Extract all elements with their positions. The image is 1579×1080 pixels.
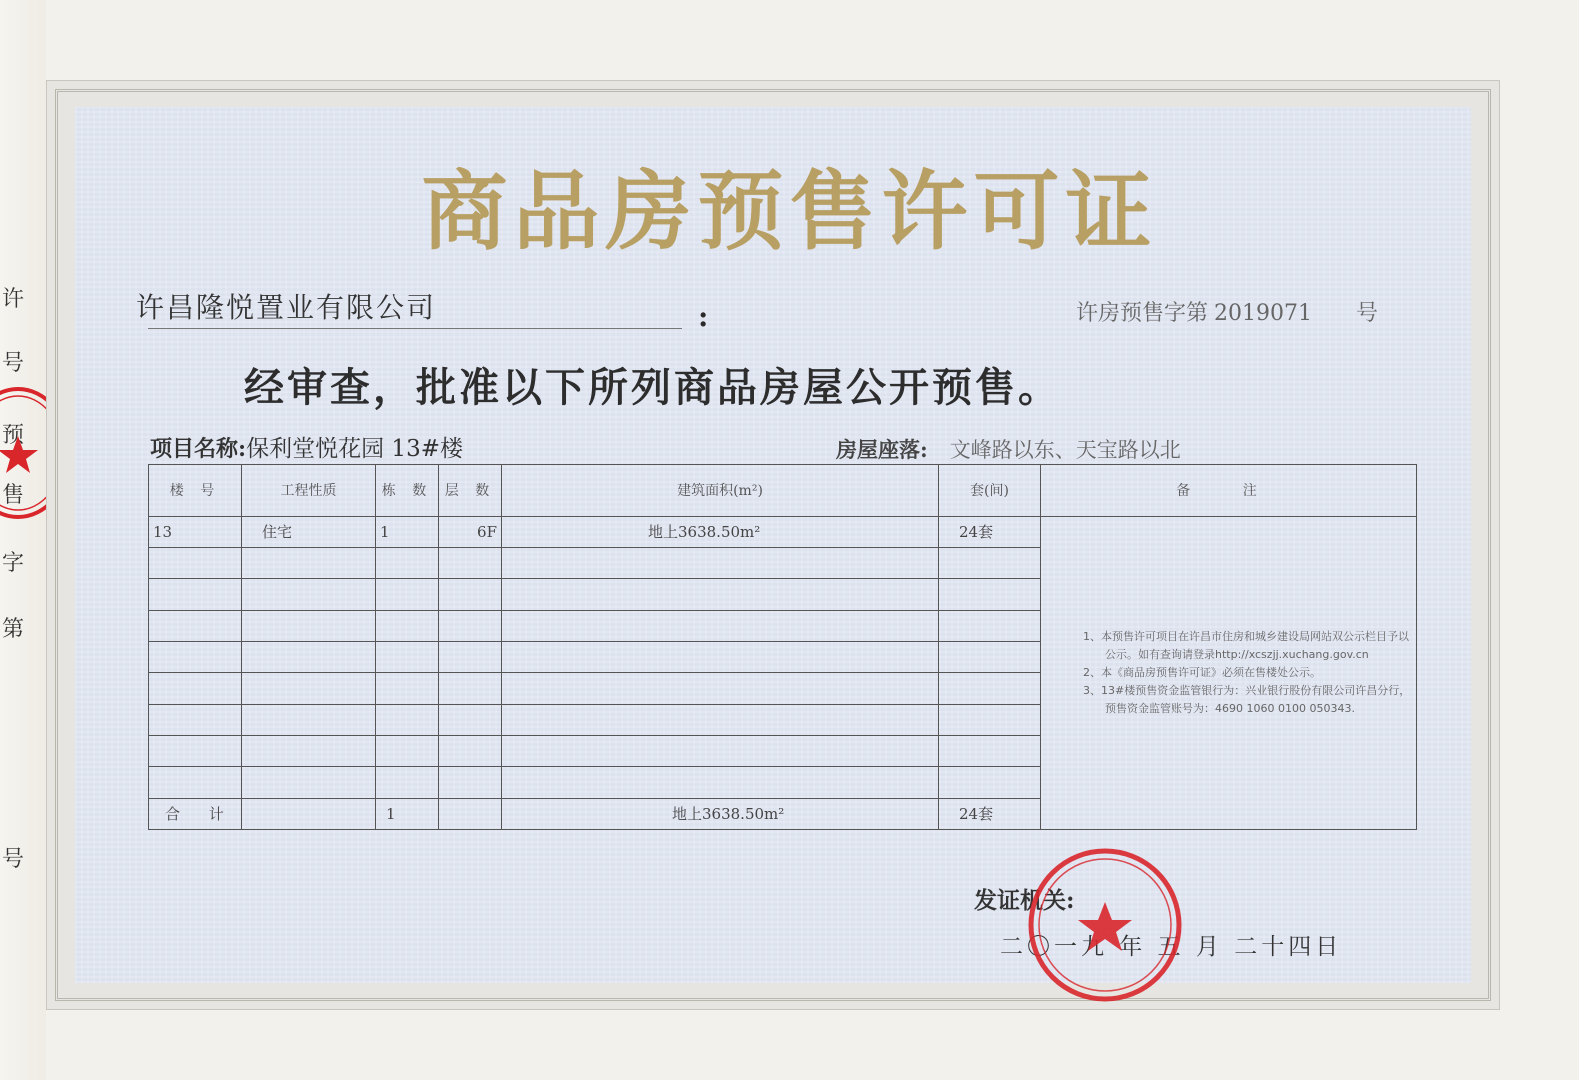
remark-item: 2、本《商品房预售许可证》必须在售楼处公示。: [1083, 665, 1321, 679]
header-building-count: 栋 数: [376, 465, 439, 517]
permit-prefix: 许房预售字第: [1076, 301, 1209, 326]
permit-number-value: 2019071: [1214, 301, 1312, 326]
total-label: 合 计: [149, 798, 242, 829]
header-building-no: 楼 号: [149, 465, 242, 517]
table-header-row: [149, 465, 1417, 517]
stub-char: 号: [2, 351, 25, 376]
certificate-title: 商品房预售许可证: [421, 161, 1158, 262]
official-seal-icon: [1020, 840, 1190, 1010]
cell-units: 24套: [939, 516, 1041, 547]
company-colon: :: [698, 300, 709, 333]
location-value: 文峰路以东、天宝路以北: [949, 438, 1181, 462]
stub-char: 售: [2, 483, 25, 508]
cell-floor-area: 地上3638.50m²: [502, 516, 939, 547]
project-value: 保利堂悦花园 13#楼: [246, 436, 463, 462]
company-underline: [148, 328, 682, 329]
stub-char: 许: [2, 287, 25, 312]
cell-floors: 6F: [439, 516, 502, 547]
total-floors: [439, 798, 502, 829]
header-floor-area: 建筑面积(m²): [502, 465, 939, 517]
issue-date: 二〇一九 年 五 月 二十四日: [1000, 934, 1343, 960]
header-project-type: 工程性质: [242, 465, 376, 517]
cell-building-no: 13: [149, 516, 242, 547]
header-units: 套(间): [939, 465, 1041, 517]
remark-item: 1、本预售许可项目在许昌市住房和城乡建设局网站双公示栏目予以公示。如有查询请登录http://xcszjj.xuchang.gov.cn: [1083, 629, 1409, 661]
location-label: 房屋座落:: [836, 437, 928, 462]
total-units: 24套: [939, 798, 1041, 829]
stub-char: 第: [2, 617, 25, 642]
total-project-type: [242, 798, 376, 829]
remarks-cell: [1041, 516, 1417, 830]
company-name: 许昌隆悦置业有限公司: [136, 291, 437, 324]
house-location: [836, 434, 1181, 464]
stub-char: 号: [2, 847, 25, 872]
header-floors: 层 数: [439, 465, 502, 517]
approval-statement: 经审查，批准以下所列商品房屋公开预售。: [244, 364, 1061, 411]
presale-table: [148, 464, 1417, 830]
stub-char: 预: [2, 423, 25, 448]
issuer-label: 发证机关:: [974, 887, 1075, 914]
total-floor-area: 地上3638.50m²: [502, 798, 939, 829]
total-building-count: 1: [376, 798, 439, 829]
cell-building-count: 1: [376, 516, 439, 547]
project-label: 项目名称:: [150, 436, 247, 462]
cell-project-type: 住宅: [242, 516, 376, 547]
project-name: [150, 430, 463, 463]
stub-char: 字: [2, 551, 25, 576]
permit-number: [1076, 296, 1378, 327]
remarks-text: [1041, 628, 1416, 718]
header-remarks: 备 注: [1041, 465, 1417, 517]
remark-item: 3、13#楼预售资金监管银行为：兴业银行股份有限公司许昌分行，预售资金监管账号为：4690 1060 0100 050343.: [1083, 683, 1411, 715]
table-row: [149, 516, 1417, 547]
permit-suffix: 号: [1356, 301, 1379, 326]
